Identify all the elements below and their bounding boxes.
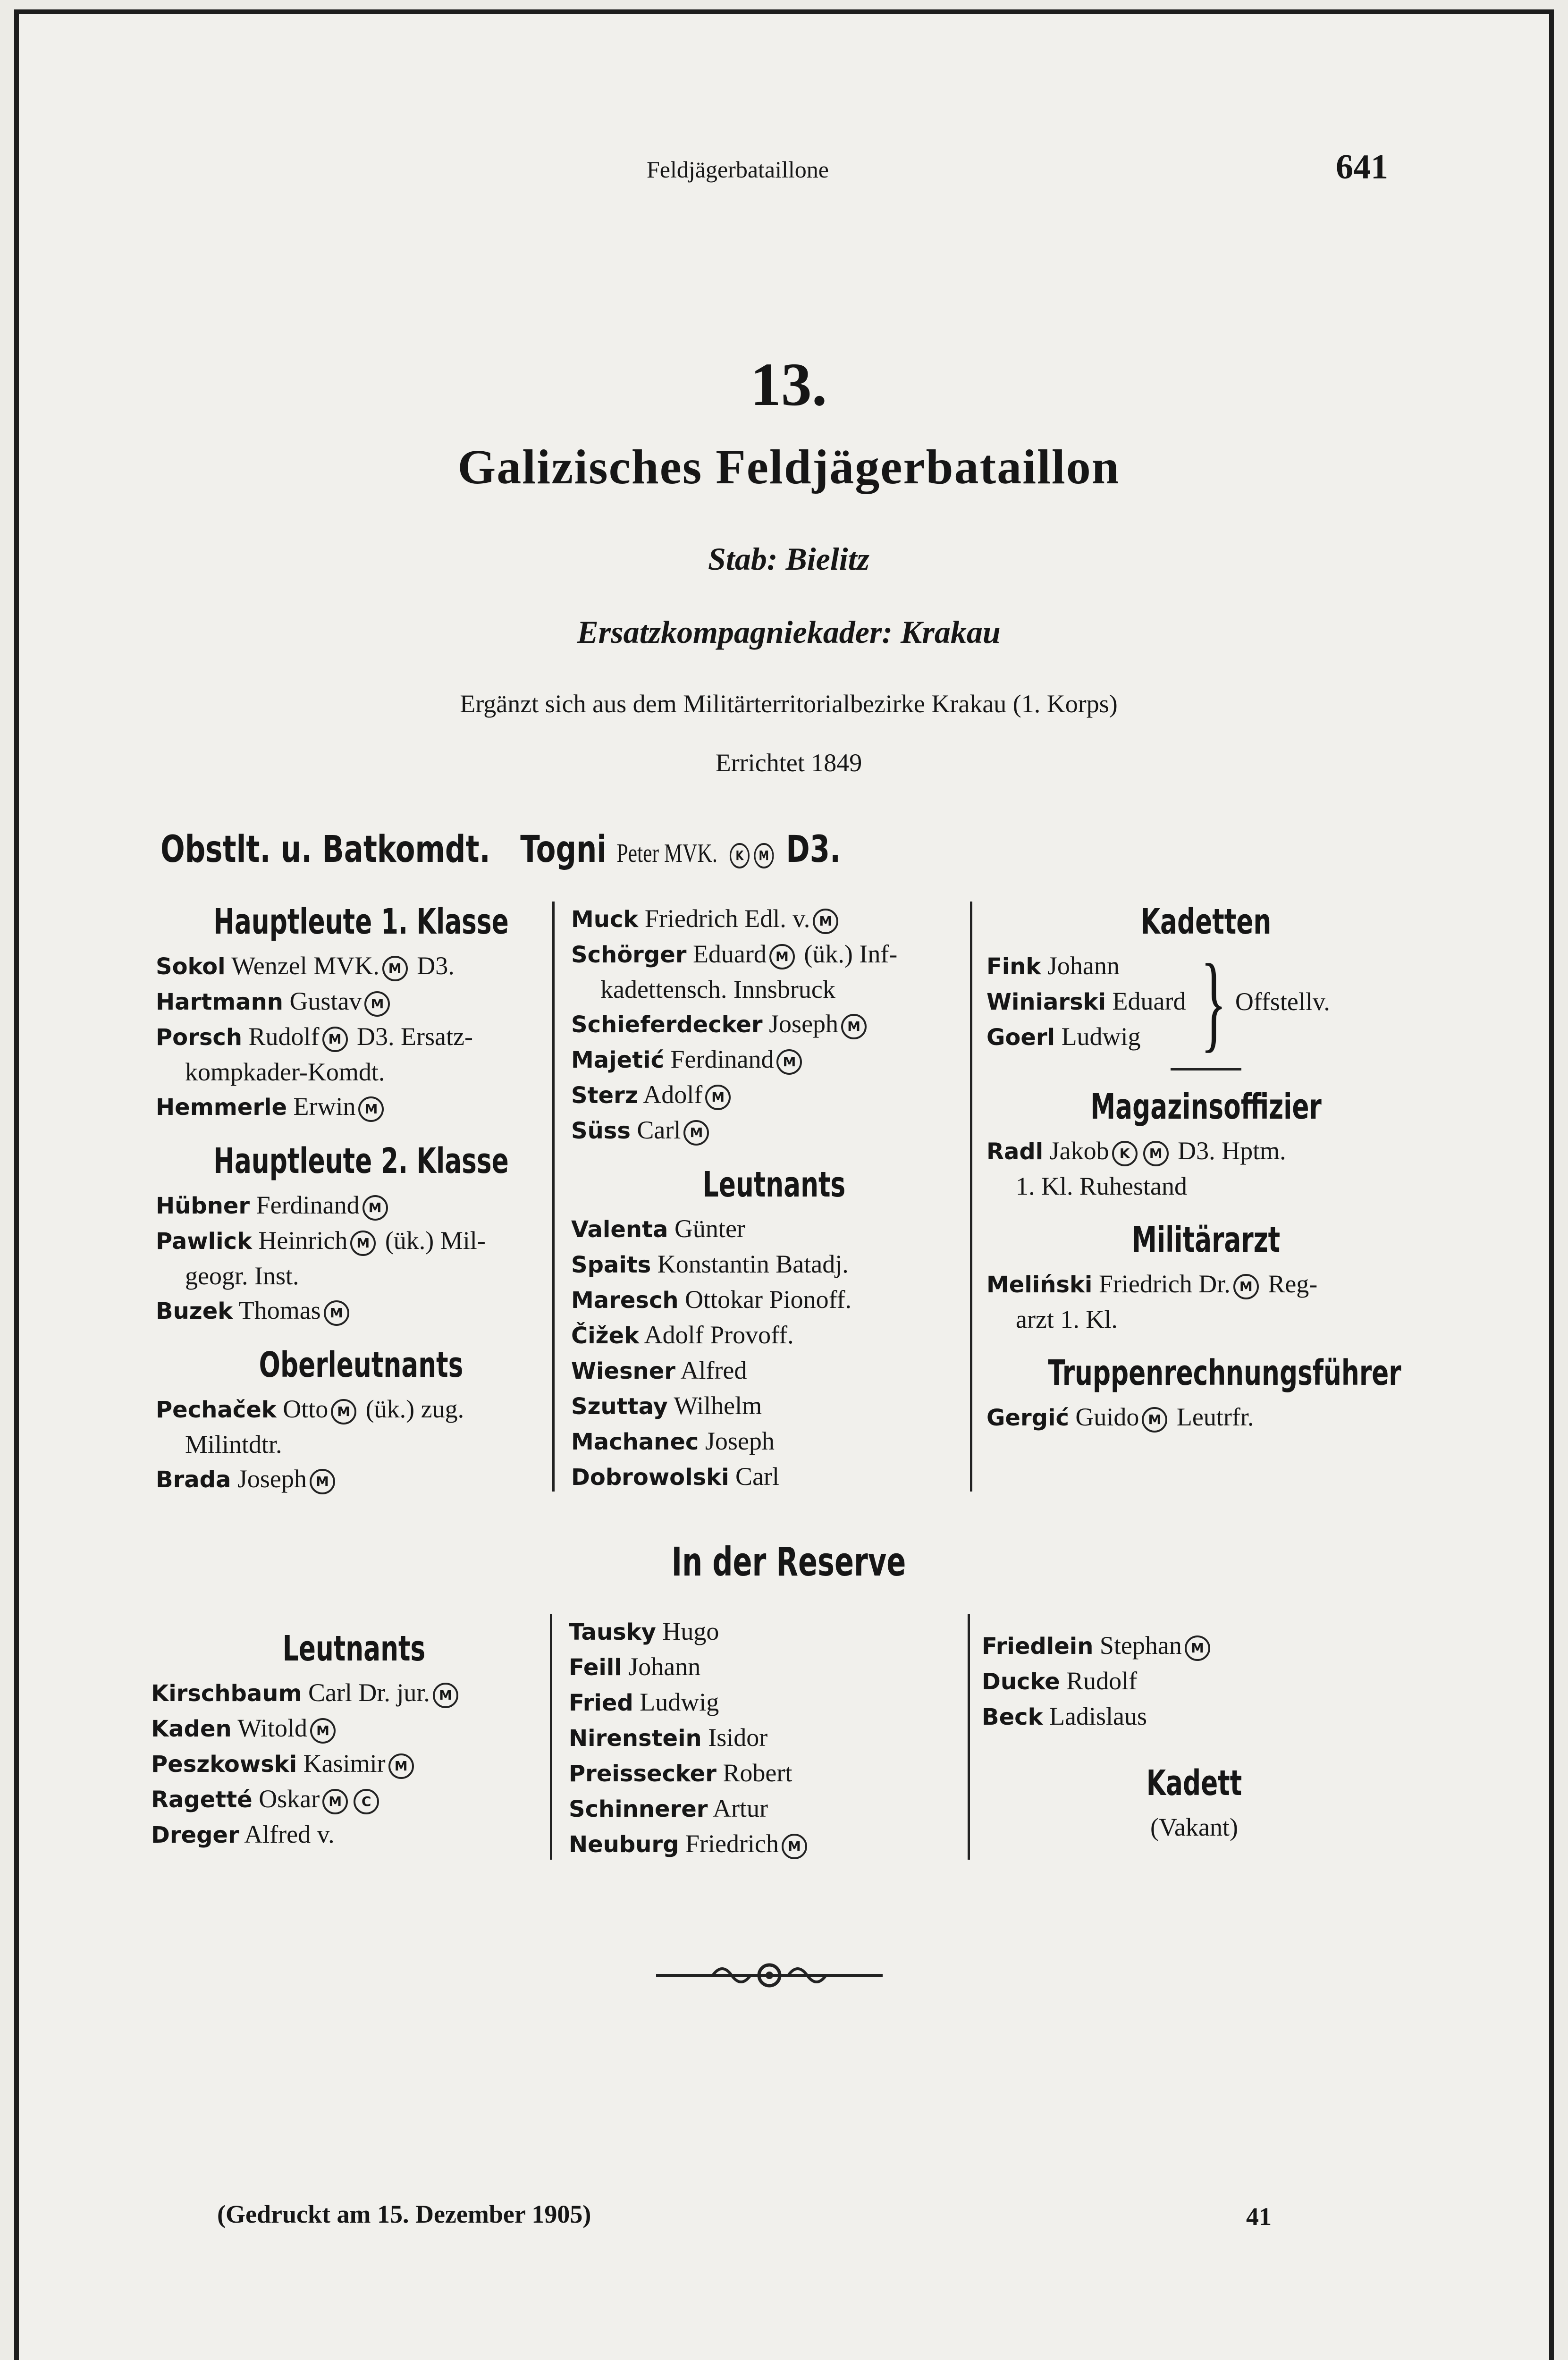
list-item xyxy=(982,1664,1407,1699)
given-name: Thomas xyxy=(238,1296,321,1324)
list-item xyxy=(569,1720,961,1756)
surname: Winiarski xyxy=(986,989,1106,1015)
list-item xyxy=(571,1424,977,1459)
surname: Peszkowski xyxy=(151,1751,297,1778)
list-item xyxy=(151,1746,557,1782)
list-col2-top xyxy=(571,902,977,1148)
given-name: Hugo xyxy=(662,1617,719,1645)
list-arzt xyxy=(986,1267,1425,1337)
surname: Szuttay xyxy=(571,1393,668,1420)
list-item xyxy=(571,1318,977,1353)
surname: Fink xyxy=(986,953,1041,980)
list-item xyxy=(156,1020,566,1055)
given-name: Ferdinand xyxy=(256,1191,360,1219)
surname: Machanec xyxy=(571,1429,699,1455)
given-name: Stephan xyxy=(1099,1631,1182,1660)
list-item xyxy=(571,1353,977,1389)
surname: Fried xyxy=(569,1690,633,1716)
badge-k: K xyxy=(1112,1141,1138,1166)
given-name: Rudolf xyxy=(248,1022,320,1051)
given-name: Carl Dr. jur. xyxy=(308,1678,430,1707)
list-item xyxy=(151,1711,557,1746)
badge-m: M xyxy=(754,843,774,868)
list-item xyxy=(571,1078,977,1113)
surname: Schieferdecker xyxy=(571,1011,763,1038)
list-item xyxy=(571,1389,977,1424)
errichtet-line: Errichtet 1849 xyxy=(715,749,862,777)
badge-m: M xyxy=(331,1399,356,1424)
list-item xyxy=(156,1188,566,1223)
column-rule xyxy=(552,902,555,1492)
list-item xyxy=(571,1459,977,1495)
column-rule xyxy=(550,1614,552,1860)
list-item xyxy=(156,984,566,1020)
list-item xyxy=(569,1791,961,1827)
section-kadetten: Kadetten xyxy=(1140,902,1272,942)
list-hauptleute-1 xyxy=(156,949,566,1125)
given-name: Jakob xyxy=(1049,1137,1109,1165)
surname: Dreger xyxy=(151,1822,239,1848)
reserve-heading: In der Reserve xyxy=(671,1539,906,1585)
active-col-3 xyxy=(986,902,1425,1435)
list-truppen xyxy=(986,1400,1425,1435)
surname: Neuburg xyxy=(569,1831,679,1858)
surname: Ragetté xyxy=(151,1787,253,1813)
badge-m: M xyxy=(1142,1407,1167,1433)
list-hauptleute-2 xyxy=(156,1188,566,1329)
remark-continuation: geogr. Inst. xyxy=(185,1262,299,1290)
list-item xyxy=(151,1676,557,1711)
given-name: Rudolf xyxy=(1066,1667,1138,1695)
badge-m: M xyxy=(358,1096,384,1122)
list-item xyxy=(982,1628,1407,1664)
given-name: Witold xyxy=(237,1714,308,1742)
section-kadett: Kadett xyxy=(1146,1763,1242,1804)
surname: Wiesner xyxy=(571,1358,675,1384)
section-hauptleute-1: Hauptleute 1. Klasse xyxy=(213,902,509,942)
badge-m: M xyxy=(782,1834,807,1859)
kadett-value: (Vakant) xyxy=(1150,1813,1238,1841)
badge-m: M xyxy=(322,1027,348,1052)
given-name: Günter xyxy=(674,1214,745,1243)
given-name: Ladislaus xyxy=(1049,1702,1147,1730)
surname: Valenta xyxy=(571,1216,668,1243)
surname: Majetić xyxy=(571,1047,665,1073)
section-truppen: Truppenrechnungsführer xyxy=(1048,1353,1401,1393)
commander-badges xyxy=(727,839,776,868)
printed-date: (Gedruckt am 15. Dezember 1905) xyxy=(217,2200,591,2228)
list-oberleutnants xyxy=(156,1392,566,1497)
given-name: Alfred xyxy=(680,1356,747,1384)
reserve-heading-wrap xyxy=(19,1539,1559,1592)
remark: (ük.) zug. xyxy=(365,1395,464,1423)
given-name: Gustav xyxy=(289,987,362,1015)
active-col-1 xyxy=(156,902,566,1497)
badge-m: M xyxy=(322,1789,348,1814)
section-arzt: Militärarzt xyxy=(1131,1220,1281,1260)
given-name: Konstantin Batadj. xyxy=(657,1250,849,1278)
list-item xyxy=(151,1782,557,1817)
given-name: Wilhelm xyxy=(674,1391,762,1420)
badge-c: C xyxy=(354,1789,379,1814)
list-item xyxy=(986,1134,1425,1169)
commander-suffix: D3. xyxy=(786,828,841,871)
stab-line: Stab: Bielitz xyxy=(708,541,869,577)
badge-m: M xyxy=(382,956,408,981)
brace-symbol: } xyxy=(1201,941,1227,1062)
surname: Goerl xyxy=(986,1024,1055,1051)
ergaenzt-line: Ergänzt sich aus dem Militärterritorialbezirke Krakau (1. Korps) xyxy=(460,690,1118,718)
surname: Kaden xyxy=(151,1716,232,1742)
unit-number: 13. xyxy=(750,351,827,419)
surname: Maresch xyxy=(571,1287,679,1314)
given-name: Joseph xyxy=(769,1010,839,1038)
given-name: Robert xyxy=(723,1759,792,1787)
given-name: Ludwig xyxy=(640,1688,719,1716)
surname: Schinnerer xyxy=(569,1796,708,1822)
surname: Sterz xyxy=(571,1082,638,1109)
list-item xyxy=(571,1282,977,1318)
surname: Porsch xyxy=(156,1024,243,1051)
surname: Brada xyxy=(156,1467,231,1493)
badge-m: M xyxy=(841,1014,867,1039)
remark: (ük.) Inf- xyxy=(804,940,898,968)
given-name: Johann xyxy=(628,1652,701,1681)
given-name: Ludwig xyxy=(1061,1022,1141,1051)
badge-m: M xyxy=(1185,1635,1210,1661)
badge-m: M xyxy=(362,1195,388,1221)
badge-m: M xyxy=(324,1300,349,1326)
kadetten-note: Offstellv. xyxy=(1235,987,1330,1016)
surname: Feill xyxy=(569,1654,622,1681)
list-item xyxy=(986,949,1186,984)
given-name: Isidor xyxy=(708,1723,768,1752)
badge-m: M xyxy=(769,944,795,969)
remark-continuation: arzt 1. Kl. xyxy=(1016,1305,1118,1333)
given-name: Otto xyxy=(283,1395,329,1423)
surname: Friedlein xyxy=(982,1633,1094,1660)
list-item xyxy=(986,1020,1186,1055)
list-item xyxy=(571,1042,977,1078)
given-name: Eduard xyxy=(1112,987,1186,1015)
surname: Čižek xyxy=(571,1323,640,1349)
badge-m: M xyxy=(813,909,838,934)
section-reserve-leutnants: Leutnants xyxy=(282,1628,426,1669)
given-name: Adolf xyxy=(643,1080,703,1109)
surname: Muck xyxy=(571,906,639,933)
given-name: Adolf Provoff. xyxy=(644,1321,794,1349)
section-oberleutnants: Oberleutnants xyxy=(259,1345,464,1385)
list-item xyxy=(571,1007,977,1042)
list-item xyxy=(156,949,566,984)
page xyxy=(14,9,1554,2360)
list-item xyxy=(986,1400,1425,1435)
given-name: Joseph xyxy=(705,1427,775,1455)
remark-continuation: Milintdtr. xyxy=(185,1430,282,1458)
surname: Hemmerle xyxy=(156,1094,287,1121)
surname: Pawlick xyxy=(156,1228,252,1255)
surname: Gergić xyxy=(986,1405,1069,1431)
commander-surname: Togni xyxy=(520,828,607,871)
remark: Leutrfr. xyxy=(1176,1403,1254,1431)
given-name: Kasimir xyxy=(303,1749,386,1778)
running-title: Feldjägerbataillone xyxy=(647,156,829,183)
badge-m: M xyxy=(310,1718,336,1744)
list-item xyxy=(571,1212,977,1247)
list-item xyxy=(569,1827,961,1862)
list-item xyxy=(571,1247,977,1282)
remark: D3. Hptm. xyxy=(1178,1137,1286,1165)
section-magazin: Magazinsoffizier xyxy=(1090,1087,1322,1127)
given-name: Ottokar Pionoff. xyxy=(685,1285,852,1314)
given-name: Joseph xyxy=(237,1465,307,1493)
list-item xyxy=(151,1817,557,1853)
surname: Hübner xyxy=(156,1193,250,1219)
badge-m: M xyxy=(1233,1274,1259,1299)
list-item xyxy=(156,1223,566,1259)
page-number: 641 xyxy=(1336,148,1388,186)
section-leutnants: Leutnants xyxy=(702,1164,846,1205)
column-rule xyxy=(968,1614,970,1860)
surname: Süss xyxy=(571,1118,631,1144)
surname: Kirschbaum xyxy=(151,1680,302,1707)
section-hauptleute-2: Hauptleute 2. Klasse xyxy=(213,1141,509,1181)
list-reserve-col3 xyxy=(982,1628,1407,1735)
list-item xyxy=(156,1392,566,1427)
list-item xyxy=(156,1462,566,1497)
list-item xyxy=(986,1267,1425,1302)
surname: Radl xyxy=(986,1138,1044,1165)
given-name: Friedrich xyxy=(685,1829,779,1858)
list-item xyxy=(156,1089,566,1125)
surname: Schörger xyxy=(571,942,687,968)
list-kadetten xyxy=(986,949,1186,1055)
badge-m: M xyxy=(776,1049,802,1075)
column-rule xyxy=(970,902,972,1492)
given-name: Wenzel MVK. xyxy=(231,952,379,980)
given-name: Heinrich xyxy=(258,1226,348,1255)
surname: Sokol xyxy=(156,953,226,980)
surname: Pechaček xyxy=(156,1397,277,1423)
given-name: Carl xyxy=(735,1462,780,1491)
list-item xyxy=(569,1756,961,1791)
badge-m: M xyxy=(364,991,390,1017)
given-name: Erwin xyxy=(293,1092,356,1121)
unit-name: Galizisches Feldjägerbataillon xyxy=(457,440,1120,494)
list-leutnants xyxy=(571,1212,977,1495)
list-item xyxy=(571,937,977,972)
given-name: Ferdinand xyxy=(670,1045,774,1073)
surname: Beck xyxy=(982,1704,1043,1730)
surname: Tausky xyxy=(569,1619,656,1645)
surname: Meliński xyxy=(986,1272,1093,1298)
given-name: Alfred v. xyxy=(244,1820,335,1848)
commander-line xyxy=(160,828,841,871)
surname: Hartmann xyxy=(156,989,283,1015)
reserve-col-1 xyxy=(151,1628,557,1853)
surname: Spaits xyxy=(571,1252,651,1278)
surname: Ducke xyxy=(982,1669,1060,1695)
ersatz-line: Ersatzkompagniekader: Krakau xyxy=(577,614,1001,650)
kadetten-group xyxy=(986,941,1425,1062)
given-name: Johann xyxy=(1047,952,1120,980)
given-name: Friedrich Edl. v. xyxy=(644,904,810,933)
badge-k: K xyxy=(730,843,750,868)
given-name: Friedrich Dr. xyxy=(1098,1270,1231,1298)
badge-m: M xyxy=(388,1753,414,1779)
list-reserve-leutnants xyxy=(151,1676,557,1853)
badge-m: M xyxy=(705,1085,731,1110)
list-item xyxy=(571,1113,977,1148)
list-item xyxy=(569,1685,961,1720)
commander-rest: Peter MVK. xyxy=(616,839,717,868)
remark: (ük.) Mil- xyxy=(385,1226,486,1255)
active-col-2 xyxy=(571,902,977,1495)
surname: Buzek xyxy=(156,1298,233,1324)
badge-m: M xyxy=(1143,1141,1169,1166)
given-name: Carl xyxy=(637,1116,681,1144)
reserve-col-3 xyxy=(982,1628,1407,1845)
list-item xyxy=(569,1650,961,1685)
remark-continuation: 1. Kl. Ruhestand xyxy=(1016,1172,1187,1200)
list-item xyxy=(569,1614,961,1650)
badge-m: M xyxy=(350,1231,376,1256)
given-name: Artur xyxy=(712,1794,768,1822)
remark: D3. Ersatz- xyxy=(357,1022,473,1051)
badge-m: M xyxy=(310,1469,335,1494)
surname: Preissecker xyxy=(569,1761,717,1787)
list-magazin xyxy=(986,1134,1425,1204)
list-item xyxy=(986,984,1186,1020)
list-item xyxy=(571,902,977,937)
reserve-col-2 xyxy=(569,1614,961,1862)
list-item xyxy=(156,1293,566,1329)
commander-rank: Obstlt. u. Batkomdt. xyxy=(160,828,490,871)
list-item xyxy=(982,1699,1407,1735)
remark-continuation: kadettensch. Innsbruck xyxy=(600,975,835,1003)
remark: D3. xyxy=(417,952,455,980)
badge-m: M xyxy=(433,1683,458,1708)
remark: Reg- xyxy=(1268,1270,1318,1298)
surname: Nirenstein xyxy=(569,1725,702,1752)
list-reserve-col2 xyxy=(569,1614,961,1862)
remark-continuation: kompkader-Komdt. xyxy=(185,1058,385,1086)
ornament-divider xyxy=(656,1959,883,1992)
given-name: Oskar xyxy=(259,1785,320,1813)
sheet-number: 41 xyxy=(1246,2202,1272,2231)
surname: Dobrowolski xyxy=(571,1464,729,1491)
separator xyxy=(1171,1068,1241,1070)
given-name: Guido xyxy=(1075,1403,1139,1431)
badge-m: M xyxy=(683,1120,709,1146)
given-name: Eduard xyxy=(692,940,767,968)
